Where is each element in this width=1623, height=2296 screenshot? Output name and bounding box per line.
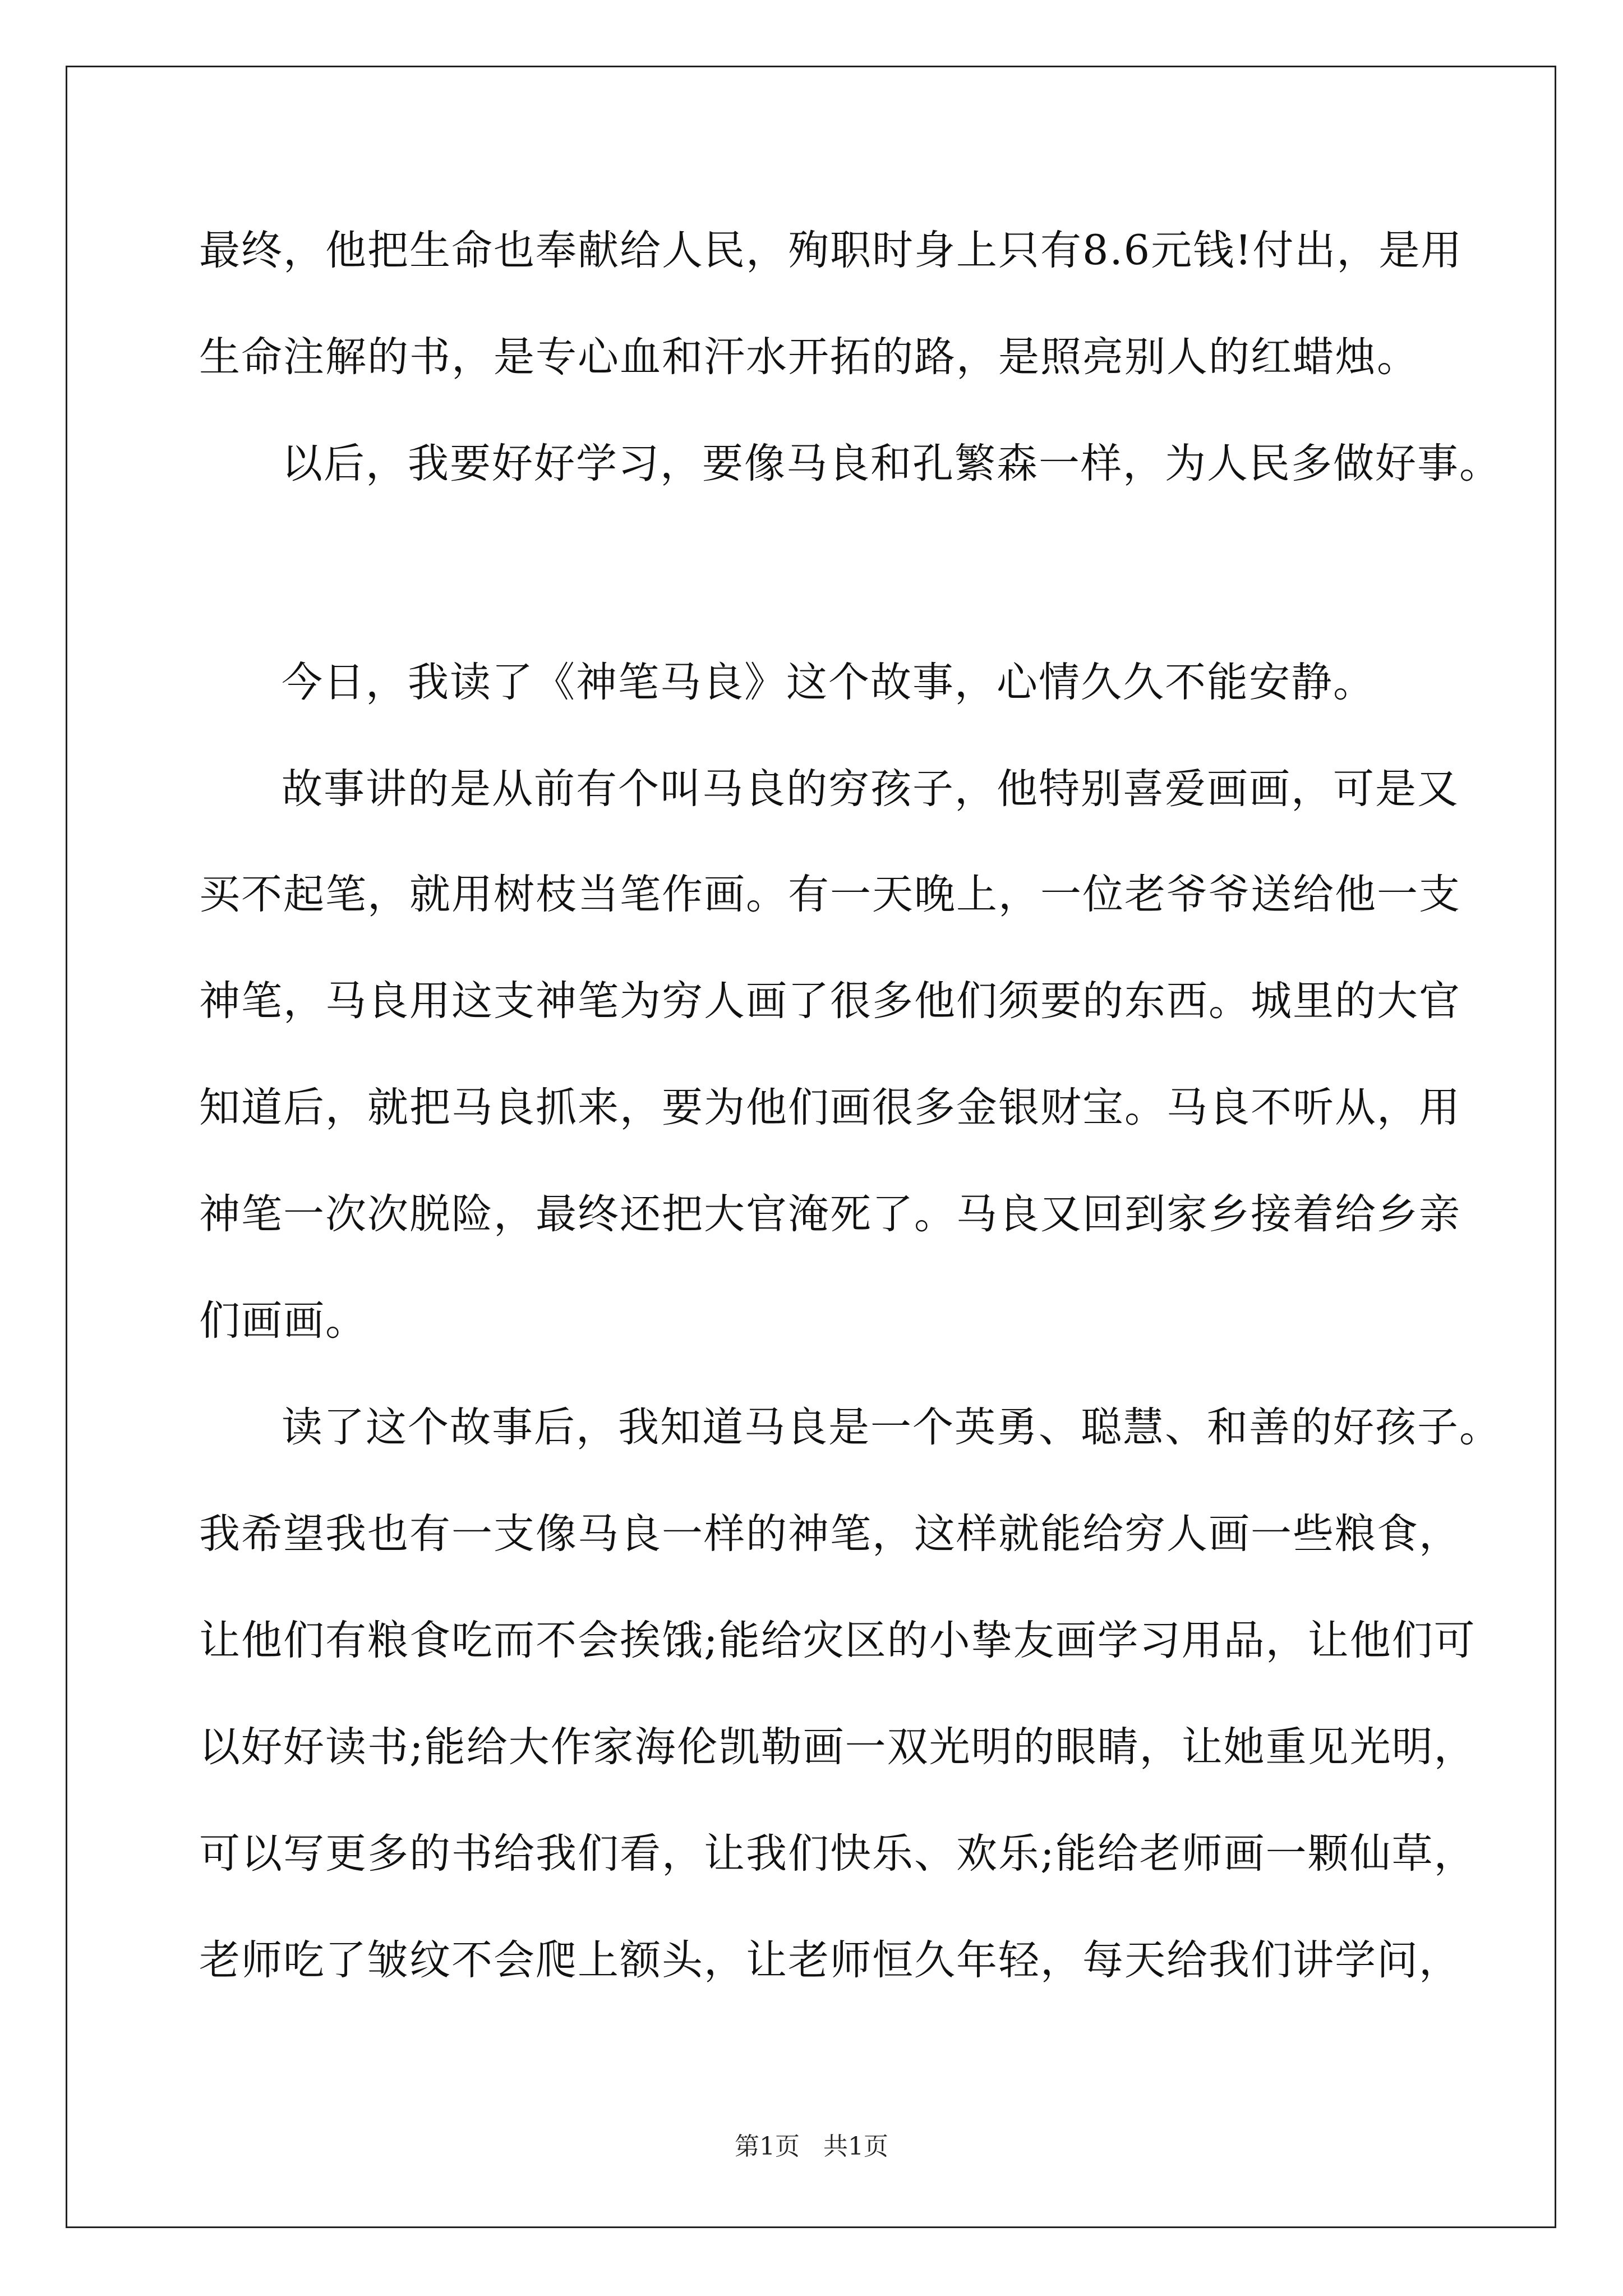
text-line: 今日，我读了《神笔马良》这个故事，心情久久不能安静。 xyxy=(282,659,1375,706)
text-line: 让他们有粮食吃而不会挨饿;能给灾区的小挚友画学习用品，让他们可 xyxy=(199,1617,1476,1664)
text-line: 以好好读书;能给大作家海伦凯勒画一双光明的眼睛，让她重见光明， xyxy=(199,1723,1476,1771)
text-line: 以后，我要好好学习，要像马良和孔繁森一样，为人民多做好事。 xyxy=(282,440,1501,487)
text-line: 老师吃了皱纹不会爬上额头，让老师恒久年轻，每天给我们讲学问， xyxy=(199,1936,1461,1984)
text-line: 神笔，马良用这支神笔为穷人画了很多他们须要的东西。城里的大官 xyxy=(199,977,1461,1025)
text-line: 们画画。 xyxy=(199,1297,367,1345)
text-line: 知道后，就把马良抓来，要为他们画很多金银财宝。马良不听从，用 xyxy=(199,1084,1461,1131)
page-footer: 第1页 共1页 xyxy=(735,2132,888,2161)
text-line: 可以写更多的书给我们看，让我们快乐、欢乐;能给老师画一颗仙草， xyxy=(199,1830,1476,1878)
text-line: 读了这个故事后，我知道马良是一个英勇、聪慧、和善的好孩子。 xyxy=(282,1404,1501,1451)
text-line: 生命注解的书，是专心血和汗水开拓的路，是照亮别人的红蜡烛。 xyxy=(199,333,1419,381)
text-line: 我希望我也有一支像马良一样的神笔，这样就能给穷人画一些粮食， xyxy=(199,1510,1461,1558)
text-line: 故事讲的是从前有个叫马良的穷孩子，他特别喜爱画画，可是又 xyxy=(282,765,1459,813)
text-line: 最终，他把生命也奉献给人民，殉职时身上只有8.6元钱!付出，是用 xyxy=(199,227,1463,274)
text-line: 神笔一次次脱险，最终还把大官淹死了。马良又回到家乡接着给乡亲 xyxy=(199,1190,1461,1238)
text-line: 买不起笔，就用树枝当笔作画。有一天晚上，一位老爷爷送给他一支 xyxy=(199,871,1461,918)
